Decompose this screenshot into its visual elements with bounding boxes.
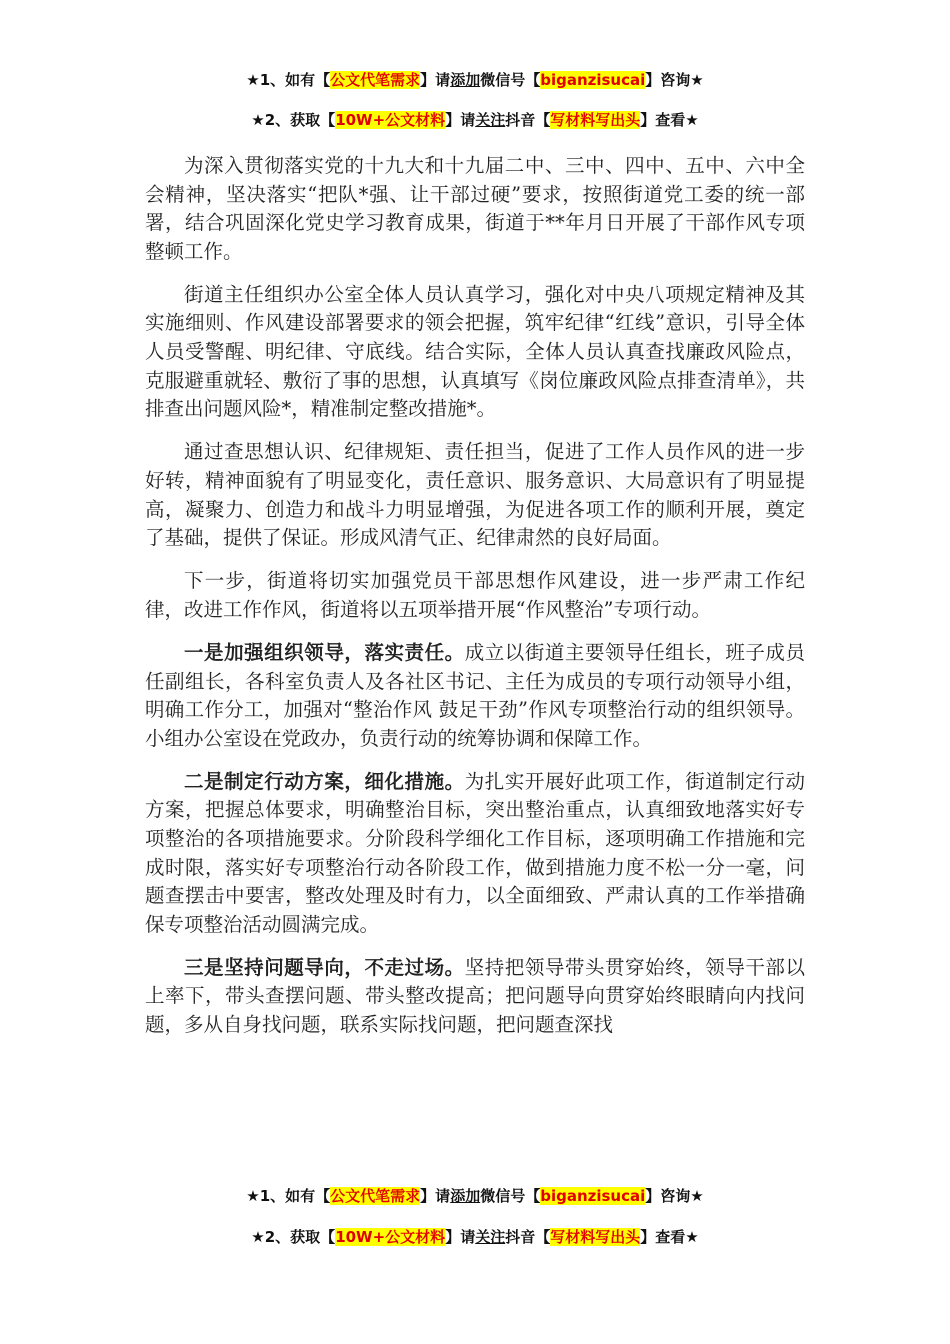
promo-1-mid: 】请 bbox=[420, 71, 451, 89]
promo-line-2 bbox=[0, 109, 950, 131]
promo-2-suffix: 】查看★ bbox=[640, 111, 699, 129]
footer-promo-line-1 bbox=[0, 1185, 950, 1207]
footer-2-highlight-douyin: 写材料写出头 bbox=[550, 1228, 641, 1246]
paragraph-3: 通过查思想认识、纪律规矩、责任担当，促进了工作人员作风的进一步好转，精神面貌有了明显变化，责任意识、服务意识、大局意识有了明显提高，凝聚力、创造力和战斗力明显增强，为促进各项工作的顺利开展，奠定了基础，提供了保证。形成风清气正、纪律肃然的良好局面。 bbox=[145, 440, 805, 550]
promo-1-underline: 添加 bbox=[450, 71, 481, 89]
footer-2-mid: 】请 bbox=[445, 1228, 476, 1246]
promo-2-mid2: 抖音【 bbox=[505, 111, 551, 129]
body-text bbox=[145, 152, 805, 1152]
paragraph-7-text: 坚持把领导带头贯穿始终，领导干部以上率下，带头查摆问题、带头整改提高；把问题导向贯穿始终眼睛向内找问题，多从自身找问题，联系实际找问题，把问题查深找 bbox=[145, 955, 805, 1037]
footer-2-underline: 关注 bbox=[475, 1228, 506, 1246]
footer-1-highlight-wechat: biganzisucai bbox=[540, 1187, 646, 1205]
paragraph-1: 为深入贯彻落实党的十九大和十九届二中、三中、四中、五中、六中全会精神，坚决落实“把队*强、让干部过硬”要求，按照街道党工委的统一部署，结合巩固深化党史学习教育成果，街道于**年月日开展了干部作风专项整顿工作。 bbox=[145, 154, 805, 263]
paragraph-4: 下一步，街道将切实加强党员干部思想作风建设，进一步严肃工作纪律，改进工作作风，街道将以五项举措开展“作风整治”专项行动。 bbox=[145, 569, 805, 621]
promo-2-prefix: ★2、获取【 bbox=[251, 111, 336, 129]
paragraph-6 bbox=[145, 768, 805, 940]
footer-1-mid: 】请 bbox=[420, 1187, 451, 1205]
footer-1-mid2: 微信号【 bbox=[480, 1187, 541, 1205]
promo-2-highlight-materials: 10W+公文材料 bbox=[335, 111, 446, 129]
paragraph-6-text: 为扎实开展好此项工作，街道制定行动方案，把握总体要求，明确整治目标，突出整治重点，认真细致地落实好专项整治的各项措施要求。分阶段科学细化工作目标，逐项明确工作措施和完成时限，落实好专项整治行动各阶段工作，做到措施力度不松一分一毫，问题查摆击中要害，整改处理及时有力，以全面细致、严肃认真的工作举措确保专项整治活动圆满完成。 bbox=[145, 769, 805, 936]
promo-2-underline: 关注 bbox=[475, 111, 506, 129]
promo-2-mid: 】请 bbox=[445, 111, 476, 129]
promo-1-suffix: 】咨询★ bbox=[645, 71, 704, 89]
footer-2-suffix: 】查看★ bbox=[640, 1228, 699, 1246]
paragraph-2: 街道主任组织办公室全体人员认真学习，强化对中央八项规定精神及其实施细则、作风建设部署要求的领会把握，筑牢纪律“红线”意识，引导全体人员受警醒、明纪律、守底线。结合实际，全体人员认真查找廉政风险点，克服避重就轻、敷衍了事的思想，认真填写《岗位廉政风险点排查清单》，共排查出问题风险*，精准制定整改措施*。 bbox=[145, 282, 805, 421]
promo-1-highlight-wechat: biganzisucai bbox=[540, 71, 646, 89]
footer-2-highlight-materials: 10W+公文材料 bbox=[335, 1228, 446, 1246]
footer-1-prefix: ★1、如有【 bbox=[246, 1187, 331, 1205]
footer-1-suffix: 】咨询★ bbox=[645, 1187, 704, 1205]
promo-2-highlight-douyin: 写材料写出头 bbox=[550, 111, 641, 129]
footer-2-prefix: ★2、获取【 bbox=[251, 1228, 336, 1246]
promo-1-highlight-service: 公文代笔需求 bbox=[330, 71, 421, 89]
promo-1-prefix: ★1、如有【 bbox=[246, 71, 331, 89]
promo-1-mid2: 微信号【 bbox=[480, 71, 541, 89]
paragraph-5 bbox=[145, 639, 805, 753]
paragraph-5-heading: 一是加强组织领导，落实责任。 bbox=[184, 640, 465, 664]
footer-promo-line-2 bbox=[0, 1226, 950, 1248]
paragraph-6-heading: 二是制定行动方案，细化措施。 bbox=[184, 769, 465, 793]
footer-1-underline: 添加 bbox=[450, 1187, 481, 1205]
paragraph-5-text: 成立以街道主要领导任组长，班子成员任副组长，各科室负责人及各社区书记、主任为成员的专项行动领导小组，明确工作分工，加强对“整治作风 鼓足干劲”作风专项整治行动的组织领导。小组办公室设在党政办，负责行动的统筹协调和保障工作。 bbox=[145, 640, 805, 750]
footer-1-highlight-service: 公文代笔需求 bbox=[330, 1187, 421, 1205]
footer-2-mid2: 抖音【 bbox=[505, 1228, 551, 1246]
paragraph-7-heading: 三是坚持问题导向，不走过场。 bbox=[184, 955, 465, 979]
promo-line-1 bbox=[0, 69, 950, 91]
paragraph-7 bbox=[145, 954, 805, 1040]
